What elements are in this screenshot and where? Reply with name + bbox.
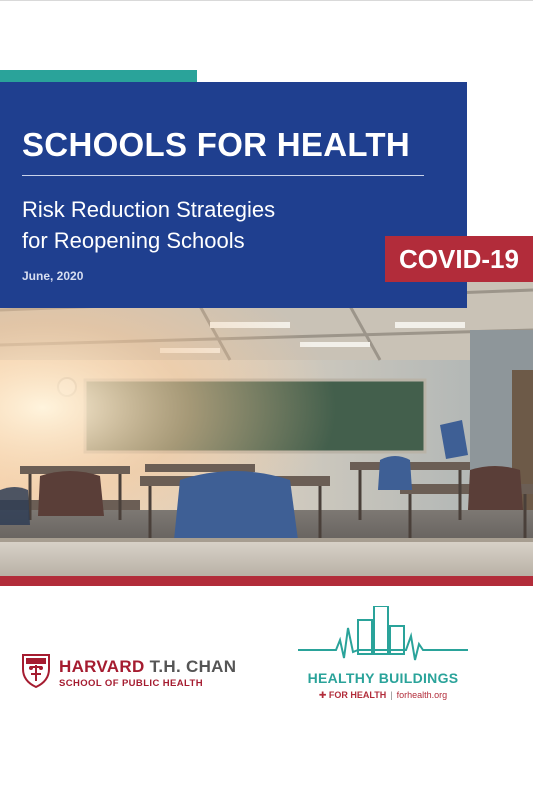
chan-word: T.H. CHAN	[149, 657, 237, 676]
document-subtitle	[22, 194, 442, 256]
for-health-label: FOR HEALTH	[328, 690, 387, 700]
title-divider	[22, 175, 424, 176]
subtitle-line-2: for Reopening Schools	[22, 228, 245, 253]
harvard-shield-icon	[22, 654, 50, 688]
healthy-buildings-logo	[298, 606, 498, 706]
classroom-photo	[0, 270, 533, 576]
healthy-buildings-title: HEALTHY BUILDINGS	[307, 670, 459, 686]
tagline-separator: |	[390, 690, 393, 700]
harvard-school-name: SCHOOL OF PUBLIC HEALTH	[59, 678, 203, 689]
skyline-heartbeat-icon	[298, 606, 470, 668]
red-cross-icon: ✚	[318, 690, 327, 700]
harvard-wordmark	[59, 657, 236, 677]
red-divider-stripe	[0, 576, 533, 586]
covid-badge	[385, 236, 533, 282]
top-border	[0, 0, 533, 1]
publication-date: June, 2020	[22, 269, 84, 283]
covid-badge-label: COVID-19	[399, 243, 519, 274]
healthy-buildings-tagline	[298, 690, 468, 701]
harvard-logo	[22, 654, 242, 694]
document-title: SCHOOLS FOR HEALTH	[22, 126, 410, 163]
subtitle-line-1: Risk Reduction Strategies	[22, 197, 276, 222]
forhealth-url: forhealth.org	[396, 690, 448, 700]
harvard-word: HARVARD	[59, 657, 145, 676]
